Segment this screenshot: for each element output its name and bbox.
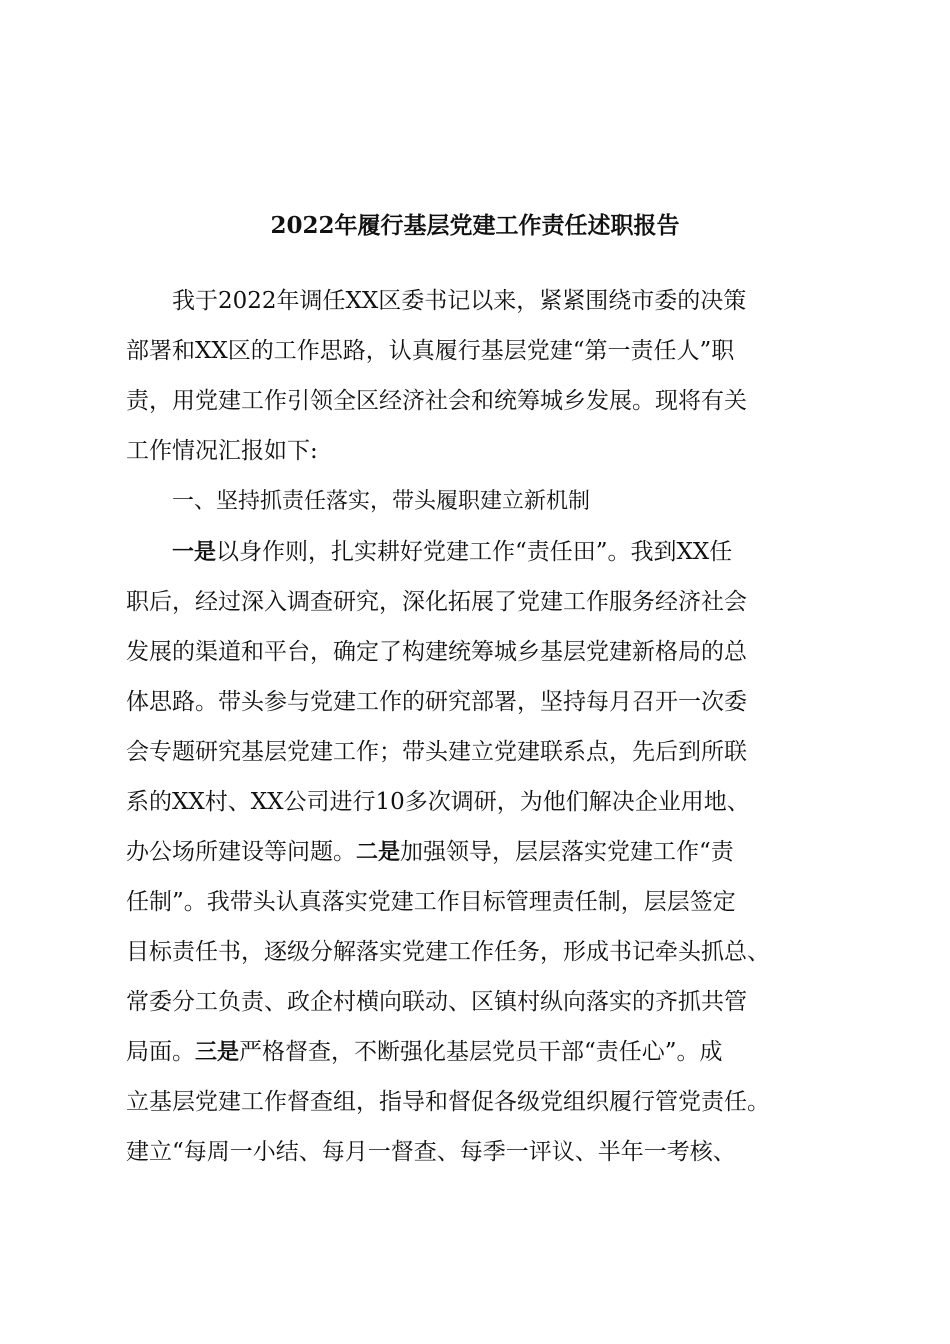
section-heading: 一、坚持抓责任落实，带头履职建立新机制: [172, 489, 591, 514]
paragraph-line: [126, 1035, 826, 1070]
marker-first: 一是: [172, 540, 217, 565]
paragraph-line: 目标责任书，逐级分解落实党建工作任务，形成书记牵头抓总、: [126, 939, 770, 965]
marker-second: 二是: [356, 840, 401, 865]
marker-third: 三是: [195, 1040, 240, 1065]
paragraph-line-text: 严格督查，不断强化基层党员干部“责任心”。成: [239, 1039, 723, 1065]
paragraph-line: 我于2022年调任XX区委书记以来，紧紧围绕市委的决策: [172, 288, 747, 314]
paragraph-line: 职后，经过深入调查研究，深化拓展了党建工作服务经济社会: [126, 589, 747, 615]
paragraph-line: 工作情况汇报如下:: [126, 438, 318, 464]
paragraph-line: 发展的渠道和平台，确定了构建统筹城乡基层党建新格局的总: [126, 639, 747, 665]
paragraph-line-text: 加强领导，层层落实党建工作“责: [400, 839, 734, 865]
paragraph-line: 体思路。带头参与党建工作的研究部署，坚持每月召开一次委: [126, 689, 747, 715]
paragraph-line-text: 办公场所建设等问题。: [126, 839, 356, 865]
paragraph-line: 常委分工负责、政企村横向联动、区镇村纵向落实的齐抓共管: [126, 989, 747, 1015]
paragraph-line: 会专题研究基层党建工作；带头建立党建联系点，先后到所联: [126, 739, 747, 765]
paragraph-line: 部署和XX区的工作思路，认真履行基层党建“第一责任人”职: [126, 338, 735, 364]
document-title: 2022年履行基层党建工作责任述职报告: [270, 212, 680, 239]
paragraph-line: 立基层党建工作督查组，指导和督促各级党组织履行管党责任。: [126, 1089, 770, 1115]
paragraph-line: 任制”。我带头认真落实党建工作目标管理责任制，层层签定: [126, 889, 736, 915]
paragraph-line-text: 局面。: [126, 1039, 195, 1065]
paragraph-line: 责，用党建工作引领全区经济社会和统筹城乡发展。现将有关: [126, 388, 747, 414]
paragraph-line-text: 以身作则，扎实耕好党建工作“责任田”。我到XX任: [216, 539, 733, 565]
paragraph-line: 系的XX村、XX公司进行10多次调研，为他们解决企业用地、: [126, 789, 750, 815]
paragraph-line: [126, 835, 826, 870]
paragraph-line: 建立“每周一小结、每月一督查、每季一评议、半年一考核、: [126, 1139, 736, 1165]
paragraph-line: [172, 535, 872, 570]
